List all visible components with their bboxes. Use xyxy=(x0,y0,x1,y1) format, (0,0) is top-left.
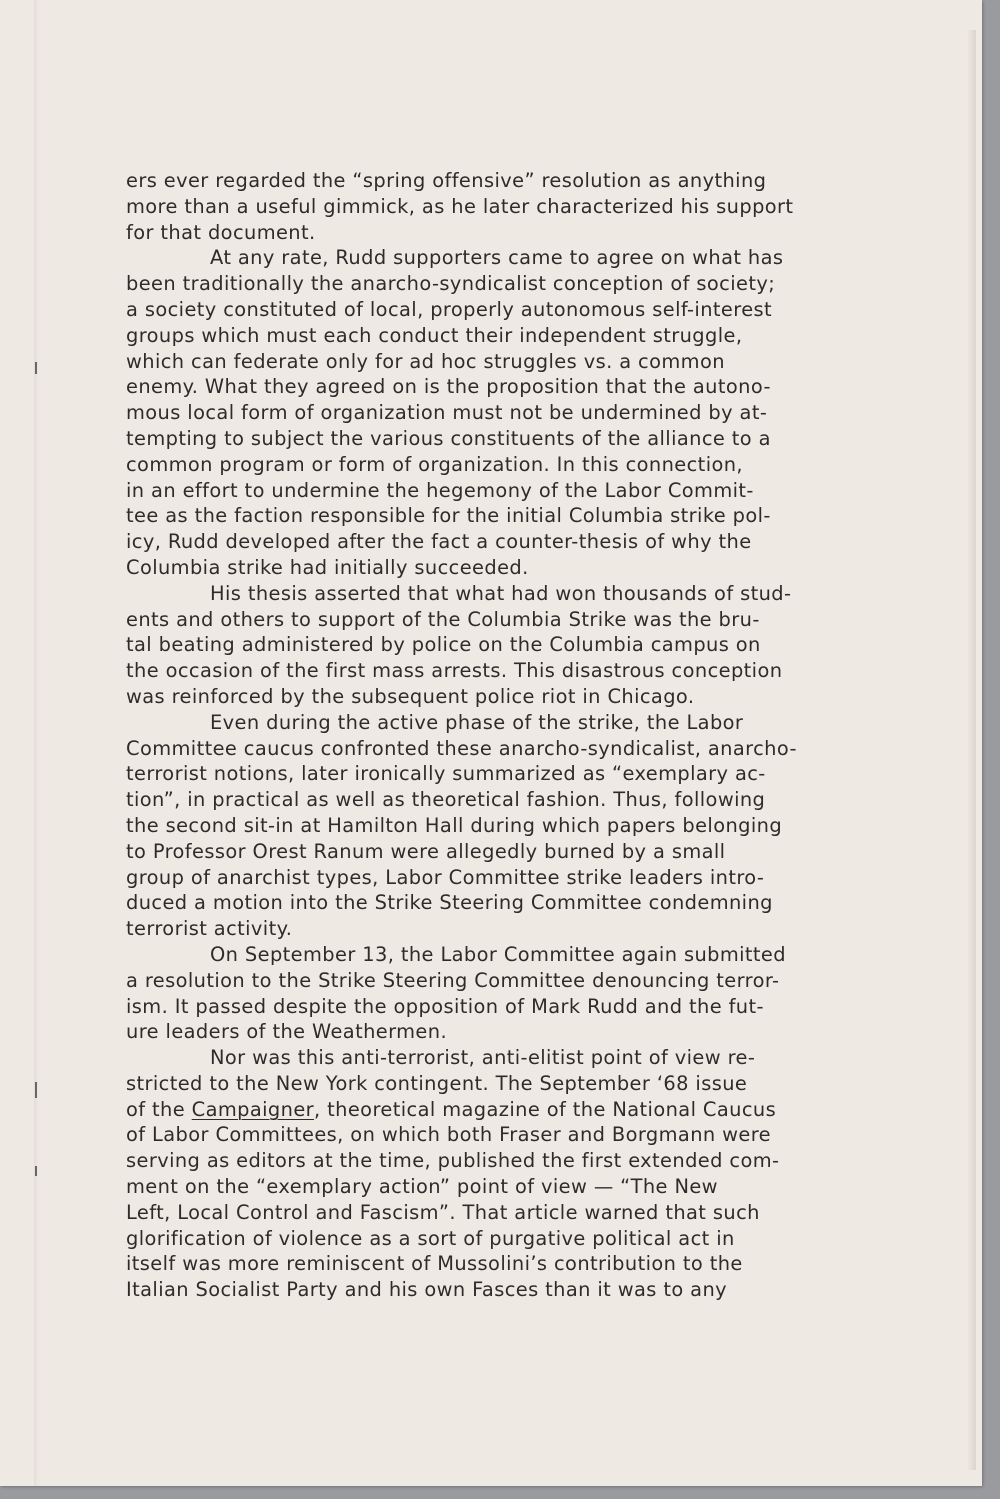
text-segment: a resolution to the Strike Steering Committee denouncing terror- xyxy=(126,968,780,992)
text-segment: Italian Socialist Party and his own Fasces than it was to any xyxy=(126,1278,728,1302)
text-line xyxy=(126,1277,866,1303)
text-segment: ers ever regarded the “spring offensive” resolution as anything xyxy=(126,169,767,192)
paragraph xyxy=(126,581,866,710)
body-text xyxy=(126,168,866,1303)
text-segment: common program or form of organization. In this connection, xyxy=(126,452,743,476)
text-line xyxy=(126,865,866,891)
text-line xyxy=(126,555,866,581)
text-line xyxy=(126,813,866,839)
binding-gutter xyxy=(34,0,40,1486)
text-segment: His thesis asserted that what had won thousands of stud- xyxy=(210,581,792,605)
paragraph xyxy=(126,168,866,245)
text-segment: been traditionally the anarcho-syndicalist conception of society; xyxy=(126,272,776,296)
text-segment: of the xyxy=(126,1097,192,1121)
text-line xyxy=(126,1174,866,1200)
text-segment: ment on the “exemplary action” point of view — “The New xyxy=(126,1175,718,1199)
margin-mark xyxy=(35,1166,37,1176)
text-segment: icy, Rudd developed after the fact a counter-thesis of why the xyxy=(126,530,752,554)
text-segment: Even during the active phase of the strike, the Labor xyxy=(210,710,744,734)
text-segment: Columbia strike had initially succeeded. xyxy=(126,555,529,579)
text-segment: in an effort to undermine the hegemony of the Labor Commit- xyxy=(126,478,754,502)
text-line xyxy=(126,245,866,271)
text-segment: enemy. What they agreed on is the proposition that the autono- xyxy=(126,375,771,399)
text-line xyxy=(126,478,866,504)
text-segment: the occasion of the first mass arrests. This disastrous conception xyxy=(126,659,783,683)
text-segment: ure leaders of the Weathermen. xyxy=(126,1020,448,1044)
text-line xyxy=(126,452,866,478)
text-segment: tal beating administered by police on the Columbia campus on xyxy=(126,633,761,657)
text-line xyxy=(126,168,866,194)
text-line xyxy=(126,529,866,555)
text-segment: group of anarchist types, Labor Committee strike leaders intro- xyxy=(126,865,765,889)
text-line xyxy=(126,736,866,762)
text-segment: terrorist activity. xyxy=(126,917,293,941)
text-segment: of Labor Committees, on which both Fraser and Borgmann were xyxy=(126,1123,771,1147)
page-edge xyxy=(968,30,976,1470)
paragraph xyxy=(126,710,866,942)
paragraph xyxy=(126,942,866,1045)
text-segment: Nor was this anti-terrorist, anti-elitist point of view re- xyxy=(210,1046,756,1070)
text-segment: ents and others to support of the Columbia Strike was the bru- xyxy=(126,607,760,631)
text-segment: Left, Local Control and Fascism”. That article warned that such xyxy=(126,1200,760,1224)
text-segment: mous local form of organization must not be undermined by at- xyxy=(126,401,768,425)
margin-mark xyxy=(35,362,37,374)
text-line xyxy=(126,1097,866,1123)
text-segment: On September 13, the Labor Committee again submitted xyxy=(210,942,786,966)
margin-mark xyxy=(35,1082,37,1098)
text-line xyxy=(126,890,866,916)
text-line xyxy=(126,761,866,787)
text-segment: serving as editors at the time, published the first extended com- xyxy=(126,1149,780,1173)
text-line xyxy=(126,942,866,968)
text-line xyxy=(126,710,866,736)
text-line xyxy=(126,374,866,400)
text-line xyxy=(126,1226,866,1252)
text-segment: Committee caucus confronted these anarcho-syndicalist, anarcho- xyxy=(126,736,797,760)
text-line xyxy=(126,194,866,220)
text-segment: the second sit-in at Hamilton Hall during which papers belonging xyxy=(126,813,783,837)
text-line xyxy=(126,1071,866,1097)
text-segment: itself was more reminiscent of Mussolini’s contribution to the xyxy=(126,1252,743,1276)
text-segment: groups which must each conduct their independent struggle, xyxy=(126,323,743,347)
text-line xyxy=(126,994,866,1020)
text-line xyxy=(126,1200,866,1226)
text-segment: to Professor Orest Ranum were allegedly burned by a small xyxy=(126,839,726,863)
text-line xyxy=(126,968,866,994)
text-line xyxy=(126,839,866,865)
text-line xyxy=(126,632,866,658)
paragraph xyxy=(126,245,866,580)
text-line xyxy=(126,271,866,297)
text-line xyxy=(126,1019,866,1045)
text-segment: At any rate, Rudd supporters came to agree on what has xyxy=(210,246,784,270)
text-line xyxy=(126,658,866,684)
text-segment: duced a motion into the Strike Steering Committee condemning xyxy=(126,891,773,915)
text-line xyxy=(126,426,866,452)
text-segment: ism. It passed despite the opposition of Mark Rudd and the fut- xyxy=(126,994,764,1018)
publication-title: Campaigner xyxy=(191,1097,315,1121)
text-line xyxy=(126,1251,866,1277)
text-line xyxy=(126,400,866,426)
text-line xyxy=(126,1148,866,1174)
text-line xyxy=(126,1045,866,1071)
paragraph xyxy=(126,1045,866,1303)
text-line xyxy=(126,916,866,942)
text-segment: for that document. xyxy=(126,220,316,244)
text-segment: tempting to subject the various constituents of the alliance to a xyxy=(126,426,771,450)
text-segment: more than a useful gimmick, as he later characterized his support xyxy=(126,194,794,218)
text-segment: was reinforced by the subsequent police riot in Chicago. xyxy=(126,684,695,708)
text-segment: a society constituted of local, properly autonomous self-interest xyxy=(126,297,773,321)
text-line xyxy=(126,503,866,529)
text-line xyxy=(126,581,866,607)
text-line xyxy=(126,607,866,633)
text-segment: tee as the faction responsible for the initial Columbia strike pol- xyxy=(126,504,771,528)
text-line xyxy=(126,323,866,349)
text-segment: stricted to the New York contingent. The September ‘68 issue xyxy=(126,1071,748,1095)
text-line xyxy=(126,297,866,323)
text-segment: tion”, in practical as well as theoretical fashion. Thus, following xyxy=(126,788,766,812)
text-segment: , theoretical magazine of the National Caucus xyxy=(314,1097,777,1121)
text-segment: glorification of violence as a sort of purgative political act in xyxy=(126,1226,735,1250)
text-segment: which can federate only for ad hoc struggles vs. a common xyxy=(126,349,725,373)
text-segment: terrorist notions, later ironically summarized as “exemplary ac- xyxy=(126,762,766,786)
text-line xyxy=(126,349,866,375)
text-line xyxy=(126,220,866,246)
text-line xyxy=(126,787,866,813)
text-line xyxy=(126,1122,866,1148)
text-line xyxy=(126,684,866,710)
